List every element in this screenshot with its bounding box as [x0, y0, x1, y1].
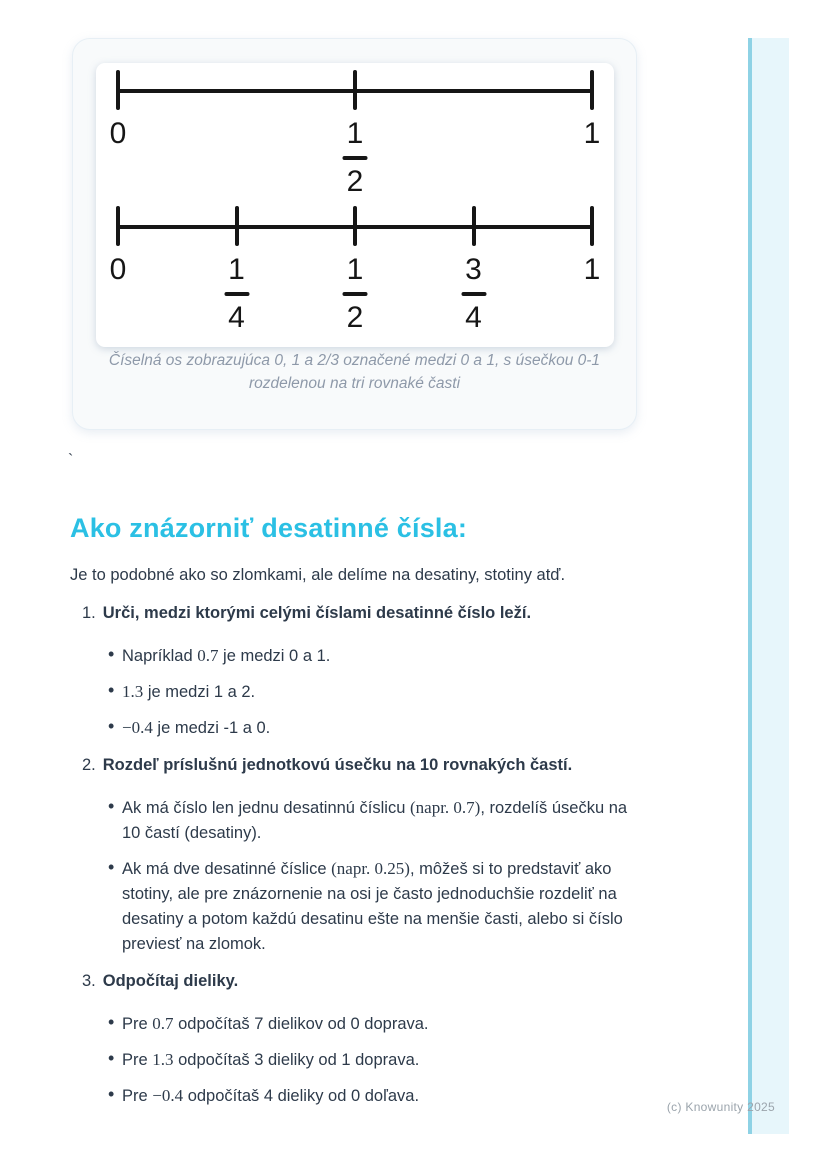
fraction-numerator: 1: [346, 253, 364, 286]
bullet-item: [70, 643, 637, 669]
text-run: je medzi 0 a 1.: [218, 647, 331, 665]
bullet-item: [70, 1083, 637, 1109]
step-item: [70, 601, 637, 741]
step-title: Odpočítaj dieliky.: [102, 972, 239, 990]
text-run: Ak má číslo len jednu desatinnú číslicu: [122, 799, 410, 817]
bullet-item: [70, 795, 637, 846]
step-number: 2.: [82, 756, 96, 774]
text-run: Ak má dve desatinné číslice: [122, 860, 332, 878]
text-run: Pre: [122, 1015, 153, 1033]
right-margin-stripe: [748, 38, 789, 1134]
math-number: (napr. 0.25): [331, 859, 410, 878]
bullet-item: [70, 1047, 637, 1073]
fraction-numerator: 3: [465, 253, 482, 286]
bullet-list: [70, 643, 637, 741]
tick-label: [461, 255, 486, 333]
text-run: odpočítaš 7 dielikov od 0 doprava.: [173, 1015, 429, 1033]
step-title: Urči, medzi ktorými celými číslami desatinné číslo leží.: [102, 604, 532, 622]
figure-caption-line-2: rozdelenou na tri rovnaké časti: [248, 375, 461, 393]
tick-label: 1: [583, 253, 601, 286]
fraction-denominator: 4: [228, 301, 245, 334]
text-run: je medzi -1 a 0.: [152, 719, 271, 737]
step-number: 3.: [82, 972, 96, 990]
step-item: [70, 753, 637, 957]
text-run: Pre: [122, 1087, 153, 1105]
step-heading: [70, 601, 637, 626]
tick-mark: [116, 206, 120, 246]
number-line-quarters: [109, 203, 601, 335]
figure-caption-line-1: Číselná os zobrazujúca 0, 1 a 2/3 označené medzi 0 a 1, s úsečkou 0-1: [108, 352, 601, 369]
tick-mark: [472, 206, 476, 246]
text-run: Napríklad: [122, 647, 198, 665]
step-heading: [70, 753, 637, 778]
text-run: , rozdelíš úsečku na 10 častí (desatiny).: [122, 799, 628, 842]
bullet-item: [70, 856, 637, 957]
text-run: je medzi 1 a 2.: [143, 683, 256, 701]
fraction-denominator: 2: [346, 301, 364, 334]
text-run: odpočítaš 4 dieliky od 0 doľava.: [183, 1087, 420, 1105]
step-item: [70, 969, 637, 1109]
stray-backtick: `: [68, 452, 74, 469]
math-number: 0.7: [197, 646, 219, 665]
figure-card: [72, 38, 637, 430]
math-number: 1.3: [122, 682, 144, 701]
fraction-bar: [343, 156, 368, 160]
tick-label: [224, 255, 249, 333]
math-number: −0.4: [152, 1086, 184, 1105]
figure-caption: [73, 349, 636, 396]
tick-mark: [235, 206, 239, 246]
text-run: Pre: [122, 1051, 153, 1069]
fraction-bar: [461, 292, 486, 296]
math-number: (napr. 0.7): [410, 798, 481, 817]
fraction-bar: [224, 292, 249, 296]
bullet-list: [70, 795, 637, 957]
tick-label: 0: [109, 117, 127, 150]
intro-paragraph: Je to podobné ako so zlomkami, ale delíme na desatiny, stotiny atď.: [70, 566, 566, 584]
tick-mark: [590, 206, 594, 246]
tick-label: 0: [109, 253, 127, 286]
steps-list: [70, 601, 637, 1121]
bullet-item: [70, 1011, 637, 1037]
step-number: 1.: [82, 604, 96, 622]
text-run: , môžeš si to predstaviť ako stotiny, ale pre znázornenie na osi je často jednoduchšie rozdeliť na desatiny a potom každú desatinu ešte na menšie časti, alebo si číslo previesť na zlomok.: [122, 860, 623, 953]
tick-label: [343, 119, 368, 197]
section-heading: Ako znázorniť desatinné čísla:: [70, 513, 468, 543]
tick-mark: [353, 70, 357, 110]
math-number: 1.3: [152, 1050, 174, 1069]
math-number: −0.4: [122, 718, 153, 737]
copyright-footer: (c) Knowunity 2025: [666, 1100, 775, 1114]
step-title: Rozdeľ príslušnú jednotkovú úsečku na 10 rovnakých častí.: [102, 756, 573, 774]
number-line-halves: [109, 67, 601, 199]
step-heading: [70, 969, 637, 994]
tick-mark: [590, 70, 594, 110]
fraction-numerator: 1: [228, 253, 245, 286]
bullet-item: [70, 679, 637, 705]
tick-label: 1: [583, 117, 601, 150]
number-line-figure: [96, 63, 614, 347]
bullet-list: [70, 1011, 637, 1109]
math-number: 0.7: [152, 1014, 174, 1033]
fraction-denominator: 2: [346, 165, 364, 198]
tick-mark: [116, 70, 120, 110]
tick-label: [343, 255, 368, 333]
fraction-numerator: 1: [346, 117, 364, 150]
bullet-item: [70, 715, 637, 741]
fraction-denominator: 4: [465, 301, 482, 334]
text-run: odpočítaš 3 dieliky od 1 doprava.: [173, 1051, 420, 1069]
fraction-bar: [343, 292, 368, 296]
tick-mark: [353, 206, 357, 246]
